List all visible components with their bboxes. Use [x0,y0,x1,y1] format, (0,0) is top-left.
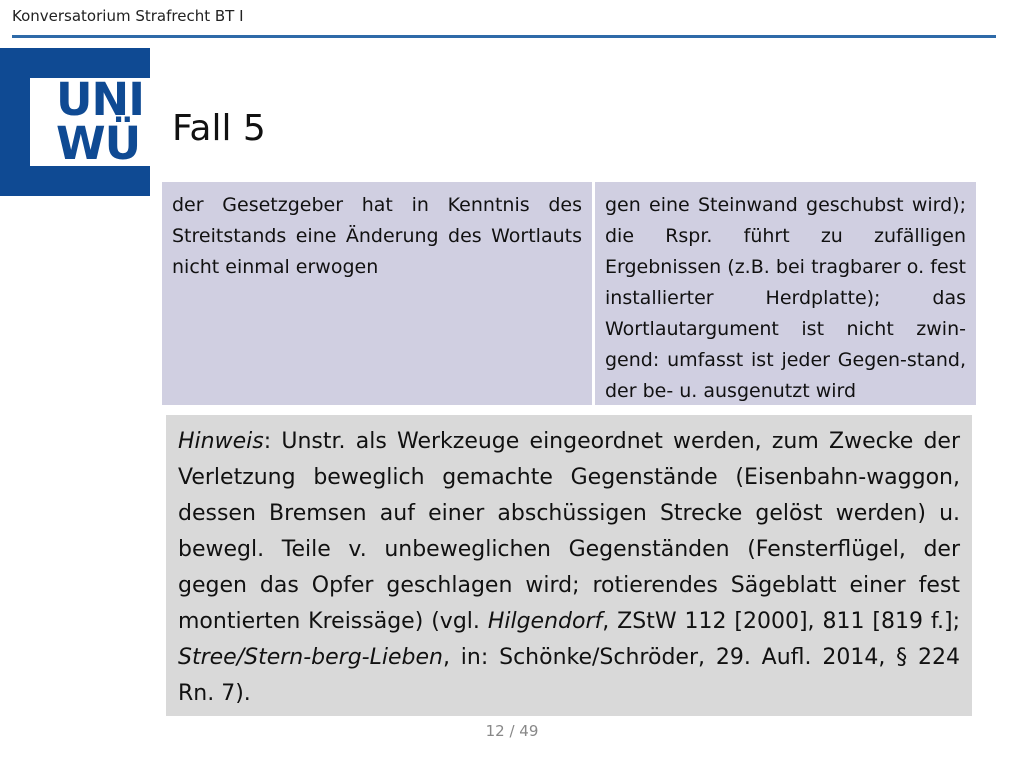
argument-table [162,182,976,405]
table-cell-left: der Gesetzgeber hat in Kenntnis des Streitstands eine Änderung des Wortlauts nicht einmal erwogen [162,182,592,405]
hint-citation-author-1: Hilgendorf [487,609,603,634]
slide-title: Fall 5 [172,108,266,149]
hint-text-part-1: : Unstr. als Werkzeuge eingeordnet werden, zum Zwecke der Verletzung beweglich gemachte Gegenstände (Eisenbahn-waggon, dessen Bremsen auf einer abschüssigen Strecke gelöst werden) u. bewegl. Teile v. unbeweglichen Gegenständen (Fensterflügel, der gegen das Opfer geschlagen wird; rotierendes Sägeblatt einer fest montierten Kreissäge) (vgl. [178,429,960,634]
hint-citation-author-2: Stree/Stern-berg-Lieben [178,645,443,670]
hint-label: Hinweis [178,429,264,454]
page-number: 12 / 49 [485,722,539,740]
logo-text-line-1: UNI [56,73,144,126]
hint-box [166,415,972,716]
hint-text-part-2: , ZStW 112 [2000], 811 [819 f.]; [602,609,960,634]
logo-text-line-2: WÜ [56,117,141,170]
hint-text-part-3: , in: Schönke/Schröder, 29. Aufl. 2014, § 224 Rn. 7). [178,645,960,706]
table-cell-right: gen eine Steinwand geschubst wird); die Rspr. führt zu zufälligen Ergebnissen (z.B. bei tragbarer o. fest installierter Herdplatte); das Wortlautargument ist nicht zwin-gend: umfasst ist jeder Gegen-stand, der be- u. ausgenutzt wird [595,182,976,405]
header-divider [12,35,996,38]
university-logo [0,48,150,196]
presentation-title: Konversatorium Strafrecht BT I [12,7,244,25]
